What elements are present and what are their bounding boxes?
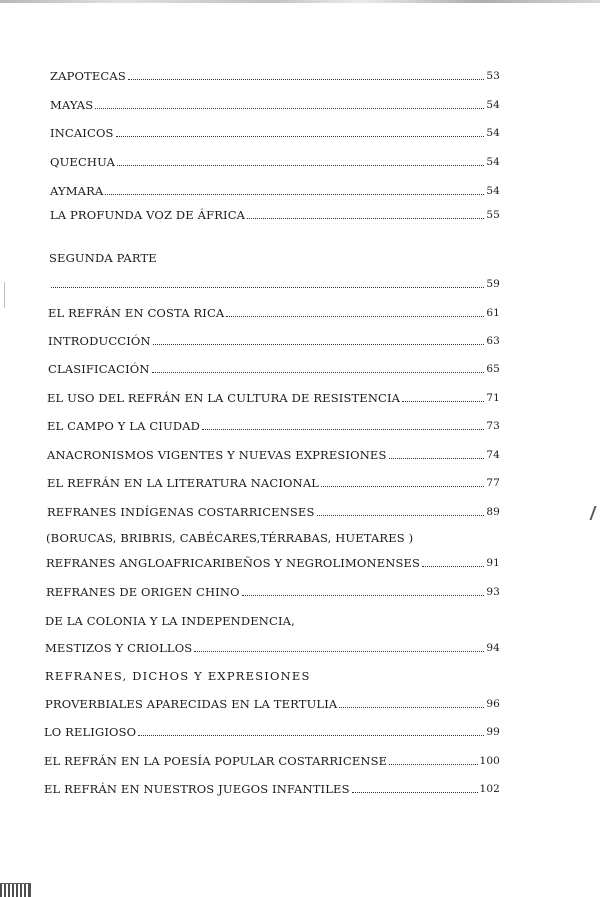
toc-leader-dots <box>153 344 485 345</box>
toc-entry-title: EL REFRÁN EN NUESTROS JUEGOS INFANTILES <box>44 782 350 796</box>
toc-entry-title: MESTIZOS Y CRIOLLOS <box>45 641 193 655</box>
toc-leader-dots <box>242 595 485 596</box>
toc-leader-dots <box>138 735 484 736</box>
toc-entry <box>50 66 500 84</box>
toc-entry <box>48 359 500 377</box>
toc-subtitle: REFRANES, DICHOS Y EXPRESIONES <box>45 669 311 683</box>
toc-entry-page: 55 <box>486 209 500 221</box>
scan-mark-left <box>4 282 5 308</box>
toc-entry-page: 65 <box>486 363 500 375</box>
toc-entry-page: 54 <box>486 156 500 168</box>
toc-entry <box>48 303 500 321</box>
toc-entry <box>50 205 500 223</box>
toc-entry-title: CLASIFICACIÓN <box>48 362 150 376</box>
toc-entry-title: MAYAS <box>50 98 94 112</box>
toc-entry <box>50 152 500 170</box>
toc-leader-dots <box>51 287 484 288</box>
toc-leader-dots <box>202 429 484 430</box>
page-corner-marker <box>0 883 31 897</box>
toc-entry-title: LA PROFUNDA VOZ DE ÁFRICA <box>50 208 246 222</box>
toc-entry-title: INTRODUCCIÓN <box>48 334 151 348</box>
toc-entry-title: EL REFRÁN EN LA LITERATURA NACIONAL <box>47 476 320 490</box>
toc-leader-dots <box>95 108 484 109</box>
toc-leader-dots <box>321 486 484 487</box>
toc-entry <box>44 722 500 740</box>
toc-entry-title: REFRANES ANGLOAFRICARIBEÑOS Y NEGROLIMONENSES <box>46 556 421 570</box>
toc-entry-page: 71 <box>486 392 500 404</box>
toc-entry-title: REFRANES DE ORIGEN CHINO <box>46 585 240 599</box>
toc-entry-title: AYMARA <box>50 184 104 198</box>
toc-leader-dots <box>226 316 484 317</box>
toc-leader-dots <box>422 566 484 567</box>
toc-entry-page: 93 <box>486 586 500 598</box>
toc-entry-page: 77 <box>486 477 500 489</box>
toc-entry-page: 99 <box>486 726 500 738</box>
toc-entry <box>47 416 500 434</box>
toc-entry <box>45 638 500 656</box>
toc-entry-title: EL CAMPO Y LA CIUDAD <box>47 419 201 433</box>
toc-entry <box>46 582 500 600</box>
toc-leader-dots <box>352 792 478 793</box>
toc-leader-dots <box>339 707 484 708</box>
toc-entry <box>44 751 500 769</box>
toc-leader-dots <box>116 136 485 137</box>
toc-entry-page: 96 <box>486 698 500 710</box>
toc-entry <box>45 694 500 712</box>
toc-entry-title: PROVERBIALES APARECIDAS EN LA TERTULIA <box>45 697 338 711</box>
toc-entry-page: 54 <box>486 99 500 111</box>
toc-entry-page: 73 <box>486 420 500 432</box>
toc-entry-title: EL REFRÁN EN LA POESÍA POPULAR COSTARRICENSE <box>44 754 388 768</box>
toc-leader-dots <box>194 651 484 652</box>
toc-entry <box>50 181 500 199</box>
toc-leader-dots <box>128 79 484 80</box>
toc-entry-page: 100 <box>479 755 500 767</box>
toc-entry <box>50 95 500 113</box>
toc-leader-dots <box>389 458 485 459</box>
toc-entry-title: EL USO DEL REFRÁN EN LA CULTURA DE RESISTENCIA <box>47 391 401 405</box>
toc-entry-page: 61 <box>486 307 500 319</box>
toc-entry-title: ZAPOTECAS <box>50 69 126 83</box>
toc-leader-dots <box>105 194 484 195</box>
toc-leader-dots <box>152 372 485 373</box>
toc-entry <box>47 473 500 491</box>
toc-entry <box>47 445 500 463</box>
toc-entry-title: QUECHUA <box>50 155 116 169</box>
toc-entry-page: 89 <box>486 506 500 518</box>
toc-entry-title: LO RELIGIOSO <box>44 725 137 739</box>
toc-entry-page: 94 <box>486 642 500 654</box>
toc-entry <box>49 274 500 292</box>
toc-leader-dots <box>389 764 477 765</box>
toc-leader-dots <box>402 401 484 402</box>
toc-entry-page: 59 <box>486 278 500 290</box>
scan-edge-top <box>0 0 600 3</box>
scan-mark-right <box>589 506 596 520</box>
toc-entry <box>47 388 500 406</box>
toc-entry-page: 54 <box>486 185 500 197</box>
toc-entry-page: 53 <box>486 70 500 82</box>
toc-entry <box>50 123 500 141</box>
toc-leader-dots <box>247 218 484 219</box>
toc-entry-title: REFRANES INDÍGENAS COSTARRICENSES <box>47 505 315 519</box>
toc-entry-page: 54 <box>486 127 500 139</box>
toc-subtitle: DE LA COLONIA Y LA INDEPENDENCIA, <box>45 614 295 628</box>
toc-leader-dots <box>317 515 485 516</box>
toc-entry-title: ANACRONISMOS VIGENTES Y NUEVAS EXPRESIONES <box>47 448 387 462</box>
toc-leader-dots <box>117 165 484 166</box>
toc-entry <box>47 502 500 520</box>
toc-subtitle: (BORUCAS, BRIBRIS, CABÉCARES,TÉRRABAS, HUETARES ) <box>46 531 414 545</box>
toc-entry-title: INCAICOS <box>50 126 114 140</box>
toc-entry-title: EL REFRÁN EN COSTA RICA <box>48 306 225 320</box>
toc-entry-page: 63 <box>486 335 500 347</box>
toc-entry <box>44 779 500 797</box>
toc-entry <box>46 553 500 571</box>
toc-entry-page: 74 <box>486 449 500 461</box>
section-heading: SEGUNDA PARTE <box>49 251 157 265</box>
toc-entry-page: 91 <box>486 557 500 569</box>
toc-entry-page: 102 <box>479 783 500 795</box>
toc-entry <box>48 331 500 349</box>
